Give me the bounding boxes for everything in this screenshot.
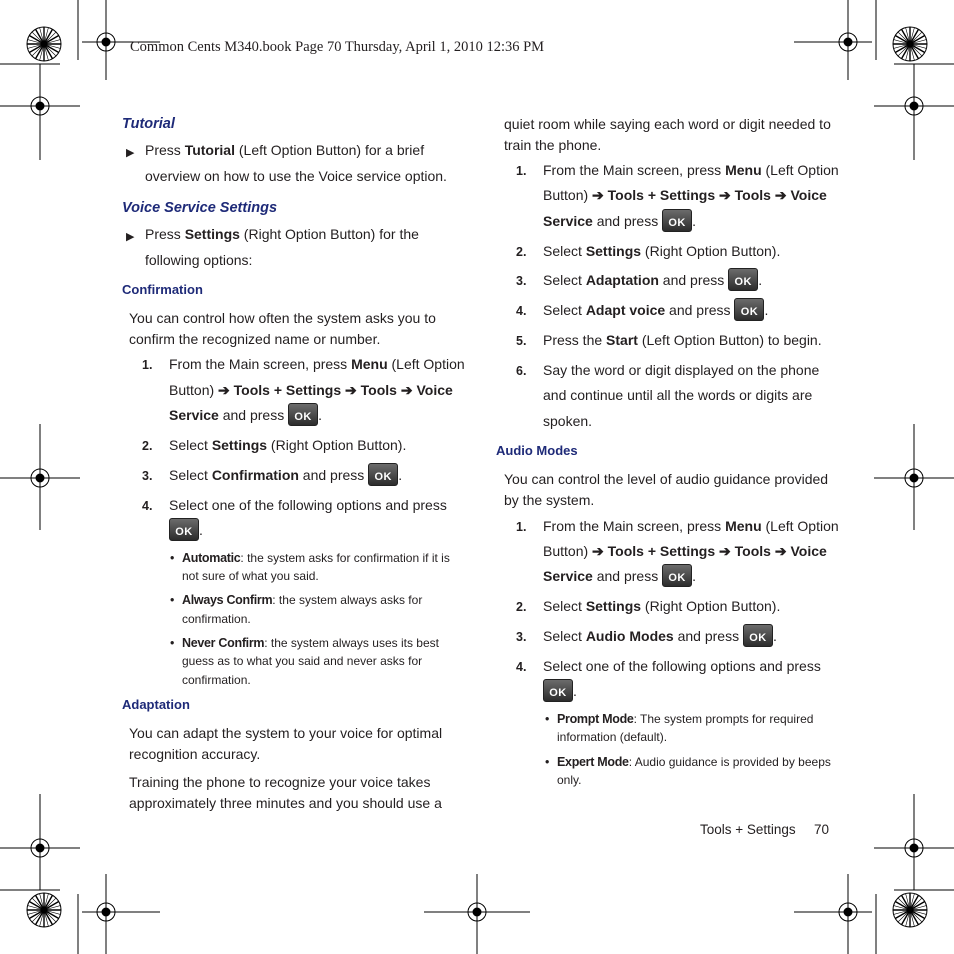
tutorial-heading: Tutorial [122, 116, 175, 132]
tutorial-line-2: overview on how to use the Voice service option. [145, 168, 447, 184]
option-automatic: Automatic: the system asks for confirmation if it is [182, 551, 450, 565]
audio-intro-2: by the system. [504, 492, 595, 508]
audio-modes-heading: Audio Modes [496, 443, 578, 458]
footer-page-number: 70 [814, 822, 830, 837]
adapt-step1-line1: From the Main screen, press Menu (Left Option [543, 162, 839, 178]
adapt-step5: Press the Start (Left Option Button) to begin. [543, 332, 822, 348]
confirmation-intro-2: confirm the recognized name or number. [129, 331, 381, 347]
adaptation-heading: Adaptation [122, 697, 190, 712]
step-number: 4. [516, 304, 527, 318]
confirmation-intro-1: You can control how often the system asks you to [129, 310, 436, 326]
option-prompt-mode: Prompt Mode: The system prompts for required [557, 712, 814, 726]
option-never-confirm: Never Confirm: the system always uses its best [182, 636, 439, 650]
step-number: 1. [142, 358, 153, 372]
step-number: 3. [516, 274, 527, 288]
ok-key-icon: OK [169, 518, 199, 541]
option-automatic-line2: not sure of what you said. [182, 569, 319, 583]
option-prompt-mode-line2: information (default). [557, 730, 668, 744]
step-number: 1. [516, 164, 527, 178]
audio-step4: Select one of the following options and press [543, 658, 821, 674]
step-number: 4. [142, 499, 153, 513]
step-number: 3. [142, 469, 153, 483]
audio-step1-line1: From the Main screen, press Menu (Left Option [543, 518, 839, 534]
step-number: 1. [516, 520, 527, 534]
vss-line-1: Press Settings (Right Option Button) for the [145, 226, 419, 242]
page-header-text: Common Cents M340.book Page 70 Thursday, April 1, 2010 12:36 PM [130, 39, 545, 55]
adapt-step6-line3: spoken. [543, 413, 593, 429]
conf-step4: Select one of the following options and press [169, 497, 447, 513]
conf-step1-line1: From the Main screen, press Menu (Left Option [169, 356, 465, 372]
audio-step3: Select Audio Modes and press OK . [543, 626, 777, 649]
ok-key-icon: OK [288, 403, 318, 426]
step-number: 2. [142, 439, 153, 453]
conf-step1-line2: Button) ➔ Tools + Settings ➔ Tools ➔ Voice [169, 382, 453, 398]
audio-step2: Select Settings (Right Option Button). [543, 598, 781, 614]
bullet-glyph: • [170, 551, 175, 565]
bullet-glyph: • [545, 755, 550, 769]
ok-key-icon: OK [734, 298, 764, 321]
confirmation-heading: Confirmation [122, 282, 203, 297]
conf-step2: Select Settings (Right Option Button). [169, 437, 407, 453]
footer-section-title: Tools + Settings [700, 822, 796, 837]
option-always-confirm: Always Confirm: the system always asks for [182, 593, 423, 607]
adaptation-p1-line1: You can adapt the system to your voice for optimal [129, 725, 443, 741]
audio-step1-line2: Button) ➔ Tools + Settings ➔ Tools ➔ Voice [543, 543, 827, 559]
audio-step4-ok: OK . [543, 681, 577, 704]
adaptation-p2-line1: Training the phone to recognize your voice takes [129, 774, 431, 790]
ok-key-icon: OK [368, 463, 398, 486]
triangle-bullet-icon: ▶ [126, 147, 135, 159]
ok-key-icon: OK [543, 679, 573, 702]
step-number: 4. [516, 660, 527, 674]
option-always-confirm-line2: confirmation. [182, 612, 251, 626]
step-number: 2. [516, 600, 527, 614]
triangle-bullet-icon: ▶ [126, 231, 135, 243]
adapt-step2: Select Settings (Right Option Button). [543, 243, 781, 259]
step-number: 5. [516, 334, 527, 348]
conf-step4-ok: OK . [169, 520, 203, 543]
ok-key-icon: OK [728, 268, 758, 291]
option-never-confirm-line2: guess as to what you said and never asks for [182, 654, 423, 668]
audio-step1-line3: Service and press OK . [543, 566, 696, 589]
option-expert-mode-line2: only. [557, 773, 582, 787]
step-number: 6. [516, 364, 527, 378]
bullet-glyph: • [170, 636, 175, 650]
adaptation-p2-line2: approximately three minutes and you should use a [129, 795, 442, 811]
option-expert-mode: Expert Mode: Audio guidance is provided by beeps [557, 755, 831, 769]
step-number: 2. [516, 245, 527, 259]
ok-key-icon: OK [743, 624, 773, 647]
adaptation-p1-line2: recognition accuracy. [129, 746, 261, 762]
adapt-step1-line2: Button) ➔ Tools + Settings ➔ Tools ➔ Voice [543, 187, 827, 203]
adapt-step4: Select Adapt voice and press OK . [543, 300, 768, 323]
step-number: 3. [516, 630, 527, 644]
audio-intro-1: You can control the level of audio guidance provided [504, 471, 829, 487]
adapt-step6-line2: and continue until all the words or digits are [543, 387, 813, 403]
vss-line-2: following options: [145, 252, 253, 268]
adapt-step6-line1: Say the word or digit displayed on the phone [543, 362, 820, 378]
ok-key-icon: OK [662, 564, 692, 587]
ok-key-icon: OK [662, 209, 692, 232]
adaptation-cont-line2: train the phone. [504, 137, 602, 153]
conf-step3: Select Confirmation and press OK . [169, 465, 402, 488]
adaptation-cont-line1: quiet room while saying each word or digit needed to [504, 116, 831, 132]
bullet-glyph: • [545, 712, 550, 726]
adapt-step1-line3: Service and press OK . [543, 211, 696, 234]
conf-step1-line3: Service and press OK . [169, 405, 322, 428]
adapt-step3: Select Adaptation and press OK . [543, 270, 762, 293]
voice-service-settings-heading: Voice Service Settings [122, 200, 278, 216]
option-never-confirm-line3: confirmation. [182, 673, 251, 687]
tutorial-line-1: Press Tutorial (Left Option Button) for a brief [145, 142, 425, 158]
bullet-glyph: • [170, 593, 175, 607]
